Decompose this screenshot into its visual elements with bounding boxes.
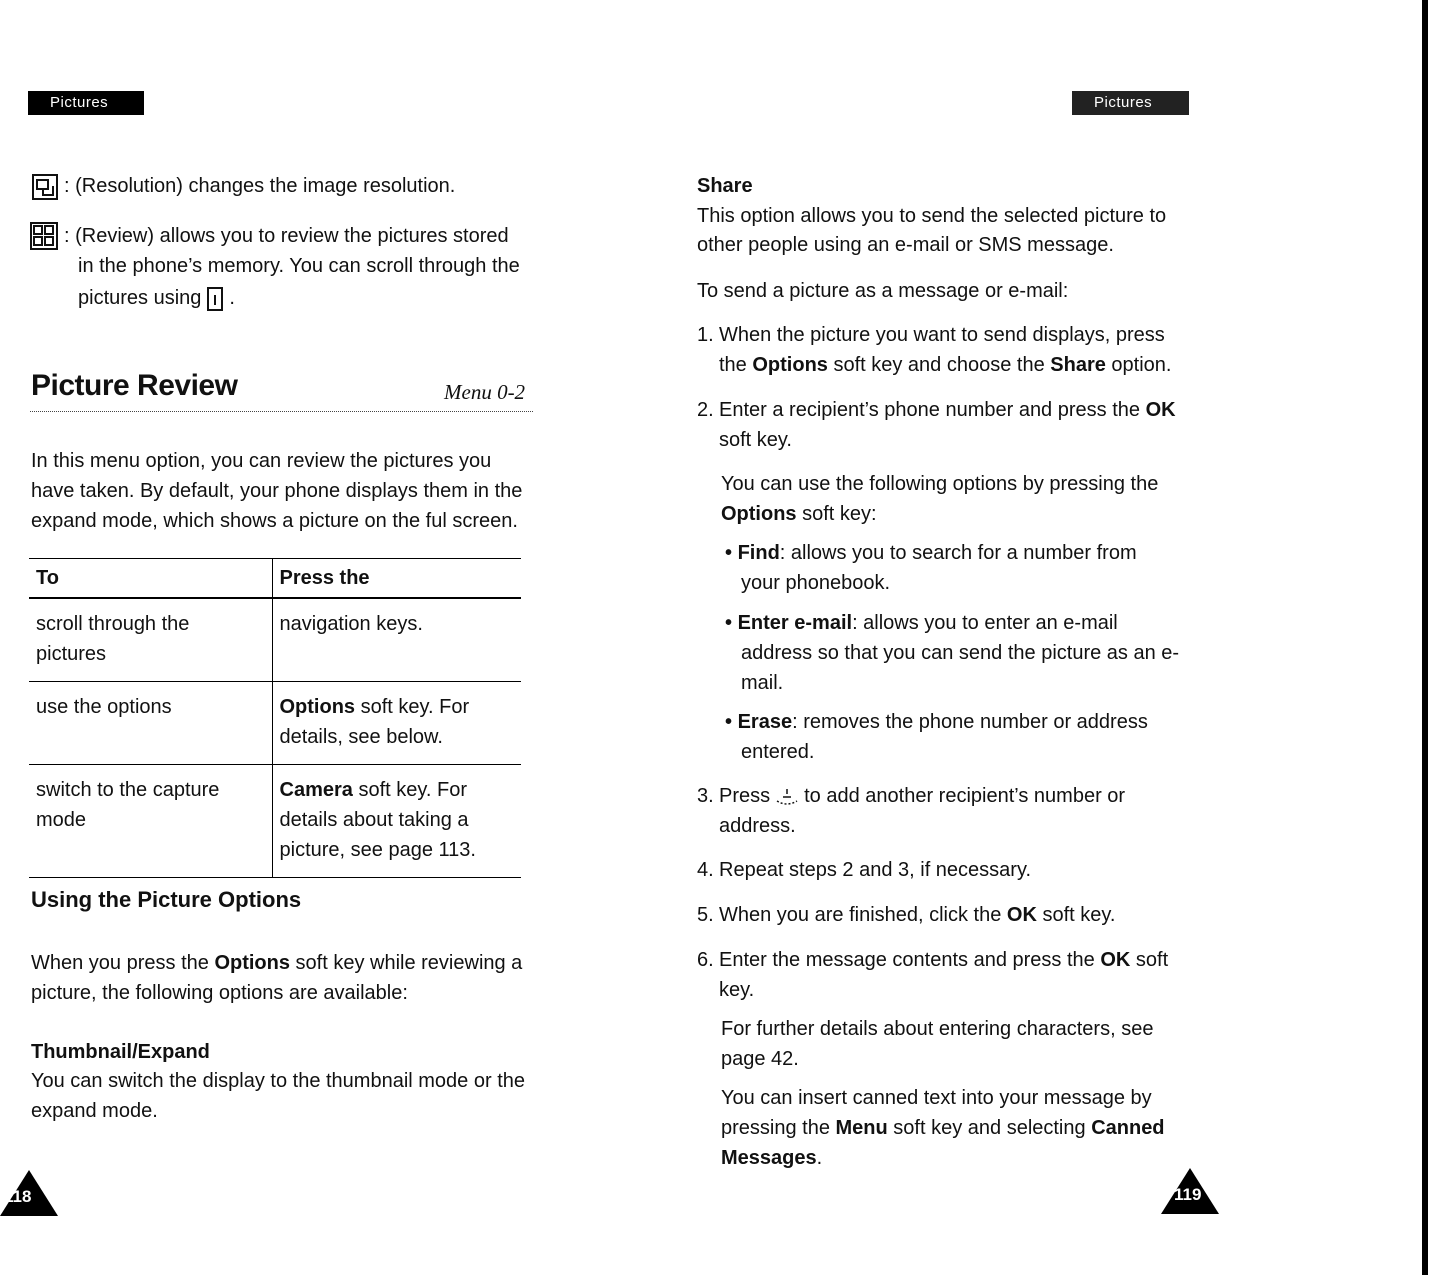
step-1-line1: When the picture you want to send displays, press [719,324,1165,346]
step-number: 1. [697,324,714,346]
bullet-erase: • Erase: removes the phone number or address [725,711,1148,733]
thumbnail-title: Thumbnail/Expand [31,1041,210,1063]
table-header-row [29,559,521,599]
step-6-line2: key. [719,979,755,1001]
left-page [0,0,560,1275]
table-cell-press: navigation keys. [272,598,521,682]
resolution-text: : (Resolution) changes the image resolution. [64,175,456,197]
step-number: 5. [697,904,714,926]
step-6-sub2-line1: You can insert canned text into your message by [721,1087,1152,1109]
navigation-key-icon [207,287,223,311]
bullet-enter-email-line3: mail. [741,672,784,694]
table-row [29,598,521,682]
thumbnail-text-line2: expand mode. [31,1100,158,1122]
ok-key-icon [770,785,804,809]
header-tab: Pictures [1072,91,1189,115]
share-text-line2: other people using an e-mail or SMS message. [697,234,1114,256]
binding-edge [1422,0,1428,1275]
table-header-to: To [29,559,272,599]
step-2-sub-line1: You can use the following options by pressing the [721,473,1159,495]
review-icon [30,222,58,250]
step-4-line1: Repeat steps 2 and 3, if necessary. [719,859,1032,881]
table-cell-to: scroll through the pictures [29,598,272,682]
step-number: 3. [697,785,714,807]
share-title: Share [697,175,753,197]
step-5-line1: When you are finished, click the OK soft key. [719,904,1116,926]
step-2-line1: Enter a recipient’s phone number and press the OK [719,399,1176,421]
step-3-line1: Press to add another recipient’s number or [719,785,1126,807]
section-title: Picture Review [31,369,238,402]
bullet-find-line2: your phonebook. [741,572,891,594]
options-paragraph-line2: picture, the following options are available: [31,982,408,1004]
review-text-line3: pictures using . [78,287,235,309]
subsection-title: Using the Picture Options [31,887,302,912]
table-row [29,682,521,765]
header-tab: Pictures [28,91,144,115]
step-number: 4. [697,859,714,881]
table-header-press: Press the [272,559,521,599]
menu-reference: Menu 0-2 [444,380,526,404]
bullet-enter-email: • Enter e-mail: allows you to enter an e-mail [725,612,1118,634]
share-text-line1: This option allows you to send the selected picture to [697,205,1167,227]
section-divider [30,411,533,412]
intro-line-3: expand mode, which shows a picture on the ful screen. [31,510,518,532]
thumbnail-text-line1: You can switch the display to the thumbnail mode or the [31,1070,526,1092]
review-text-line2: in the phone’s memory. You can scroll through the [78,255,520,277]
howto-text: To send a picture as a message or e-mail: [697,280,1069,302]
step-number: 2. [697,399,714,421]
right-page [680,0,1200,1275]
step-6-sub1-line1: For further details about entering characters, see [721,1018,1154,1040]
bullet-enter-email-line2: address so that you can send the picture as an e- [741,642,1180,664]
bullet-erase-line2: entered. [741,741,815,763]
step-2-sub-line2: Options soft key: [721,503,877,525]
table-row [29,765,521,878]
step-6-sub2-line3: Messages. [721,1147,823,1169]
step-number: 6. [697,949,714,971]
page-number: 118 [4,1187,32,1206]
step-6-sub1-line2: page 42. [721,1048,799,1070]
intro-line-2: have taken. By default, your phone displays them in the [31,480,523,502]
page-number: 119 [1174,1185,1202,1204]
step-2-line2: soft key. [719,429,792,451]
step-1-line2: the Options soft key and choose the Share option. [719,354,1172,376]
review-text: : (Review) allows you to review the pictures stored [64,225,509,247]
step-6-line1: Enter the message contents and press the OK soft [719,949,1169,971]
intro-line-1: In this menu option, you can review the pictures you [31,450,492,472]
resolution-icon [32,174,58,200]
table-cell-to: switch to the capture mode [29,765,272,878]
step-6-sub2-line2: pressing the Menu soft key and selecting Canned [721,1117,1165,1139]
table-cell-press: Options soft key. For details, see below. [272,682,521,765]
options-paragraph: When you press the Options soft key while reviewing a [31,952,523,974]
bullet-find: • Find: allows you to search for a number from [725,542,1137,564]
table-cell-to: use the options [29,682,272,765]
options-table [29,558,521,878]
table-cell-press: Camera soft key. For details about taking a picture, see page 113. [272,765,521,878]
step-3-line2: address. [719,815,796,837]
